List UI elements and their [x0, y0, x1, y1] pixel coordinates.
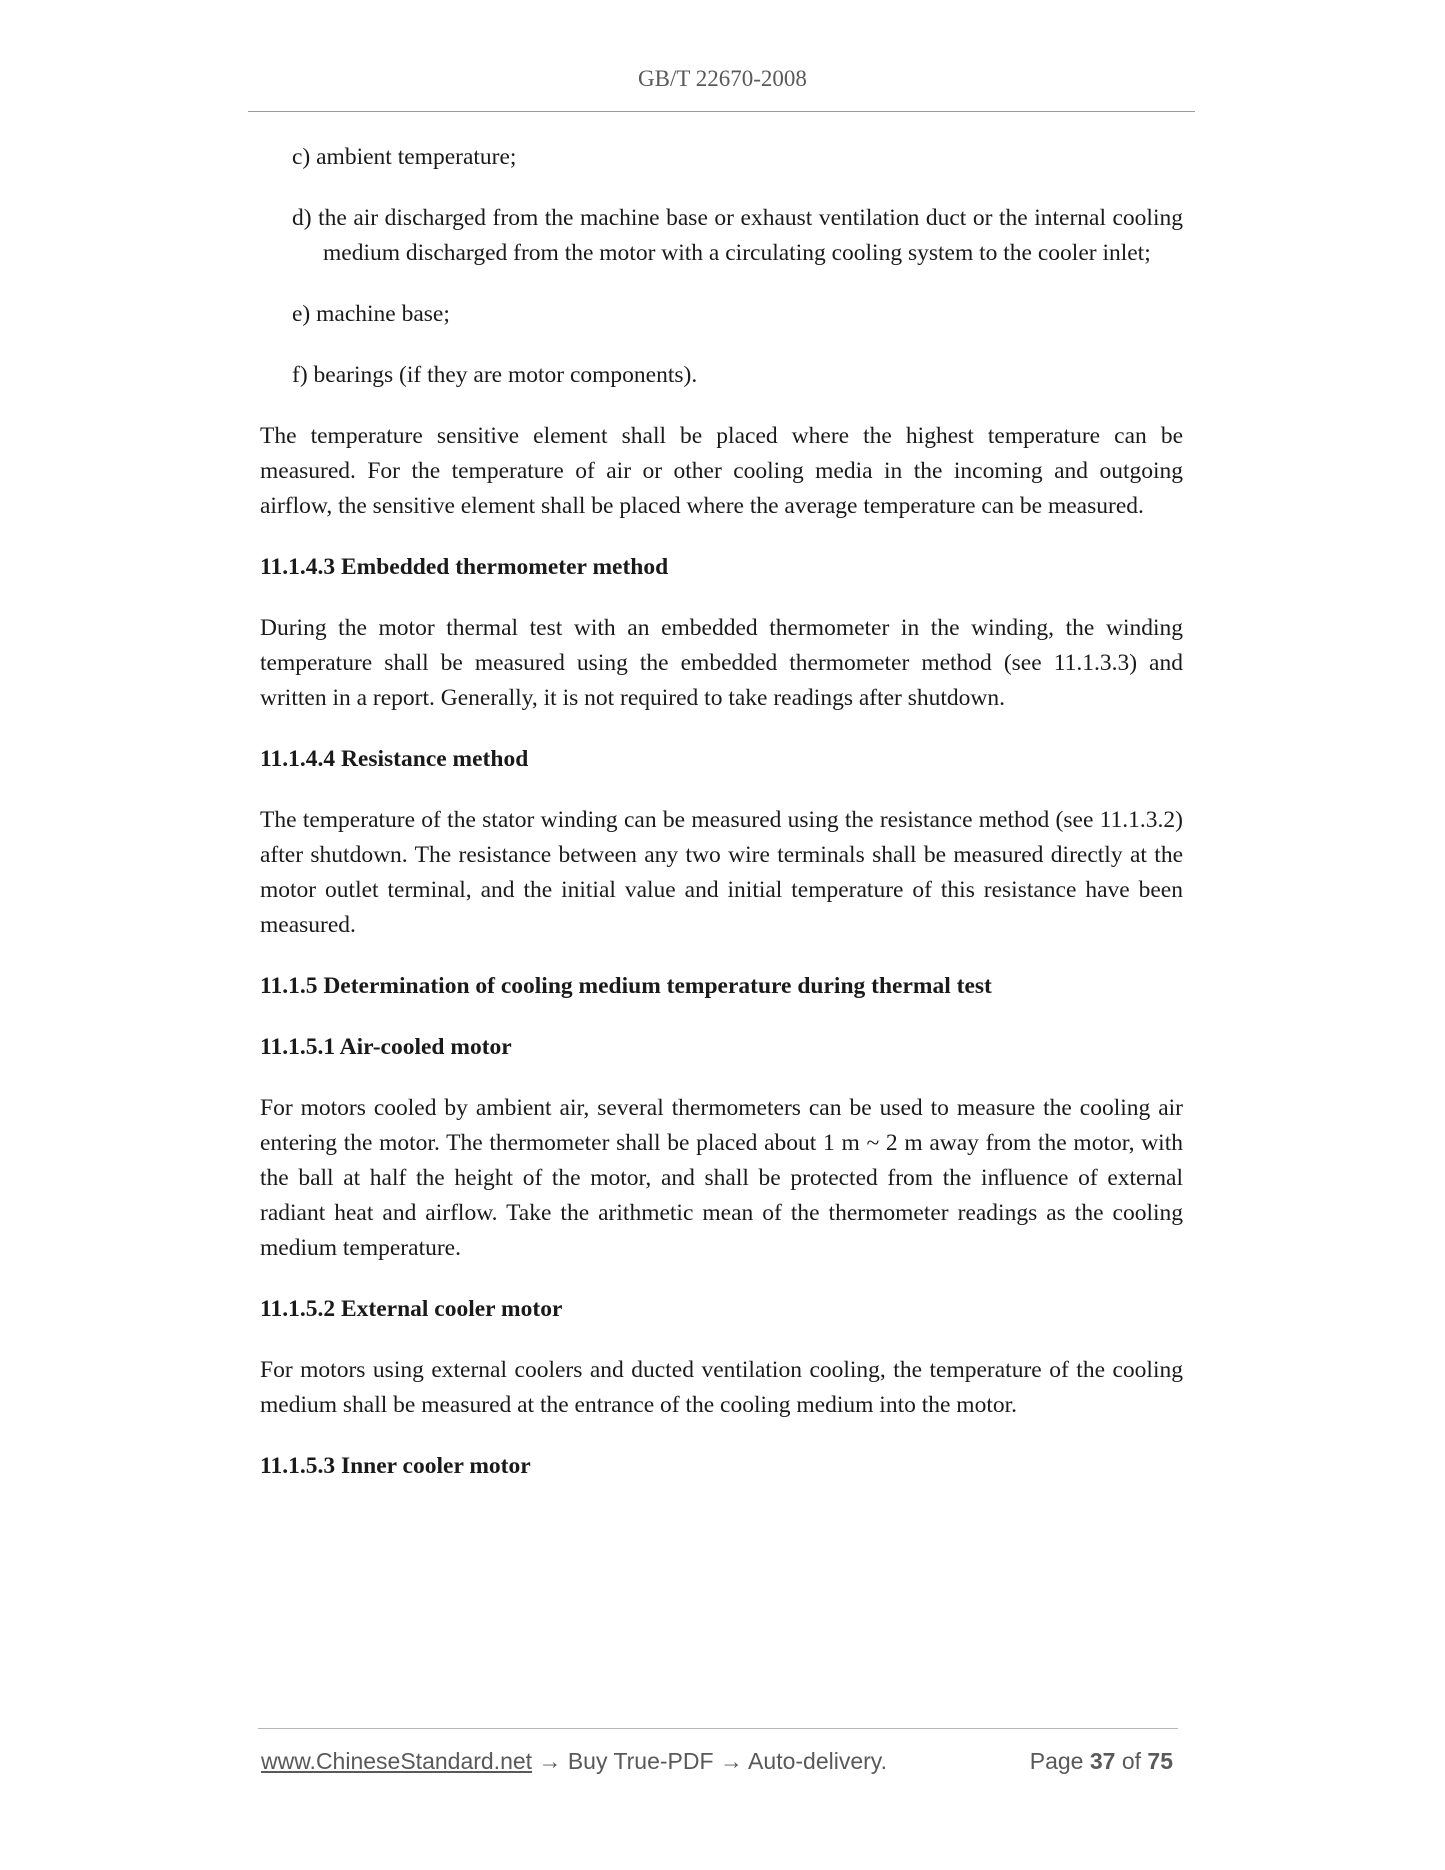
section-heading-11143: 11.1.4.3 Embedded thermometer method [260, 554, 669, 580]
header-divider [248, 111, 1195, 112]
paragraph-external-cooler: For motors using external coolers and ducted ventilation cooling, the temperature of the cooling medium shall be measured at the entrance of the cooling medium into the motor. [260, 1357, 1183, 1418]
list-item-f: f) bearings (if they are motor components). [292, 362, 698, 388]
page-number [1030, 1748, 1173, 1775]
page-of-label: of [1121, 1748, 1142, 1774]
promo-text: → Buy True-PDF → Auto-delivery. [532, 1748, 887, 1774]
list-item-c: c) ambient temperature; [292, 144, 517, 170]
section-heading-11151: 11.1.5.1 Air-cooled motor [260, 1034, 512, 1060]
paragraph-sensitive-element: The temperature sensitive element shall be placed where the highest temperature can be measured. For the temperature of air or other cooling media in the incoming and outgoing airflow, the sensitive element shall be placed where the average temperature can be measured. [260, 423, 1183, 519]
page-current: 37 [1089, 1748, 1116, 1774]
list-item-d: d) the air discharged from the machine base or exhaust ventilation duct or the internal cooling medium discharged from the motor with a circulating cooling system to the cooler inlet; [292, 205, 1183, 266]
page-footer [261, 1748, 1181, 1778]
paragraph-embedded-thermometer: During the motor thermal test with an embedded thermometer in the winding, the winding temperature shall be measured using the embedded thermometer method (see 11.1.3.3) and written in a report. Generally, it is not required to take readings after shutdown. [260, 615, 1183, 711]
section-heading-11153: 11.1.5.3 Inner cooler motor [260, 1453, 531, 1479]
document-body [260, 140, 1183, 1510]
section-heading-11144: 11.1.4.4 Resistance method [260, 746, 529, 772]
section-heading-11152: 11.1.5.2 External cooler motor [260, 1296, 563, 1322]
paragraph-air-cooled: For motors cooled by ambient air, several thermometers can be used to measure the cooling air entering the motor. The thermometer shall be placed about 1 m ~ 2 m away from the motor, with the ball at half the height of the motor, and shall be protected from the influence of external radiant heat and airflow. Take the arithmetic mean of the thermometer readings as the cooling medium temperature. [260, 1095, 1183, 1261]
footer-divider [258, 1728, 1178, 1729]
page-label: Page [1029, 1748, 1084, 1774]
page-total: 75 [1147, 1748, 1173, 1774]
document-id-header: GB/T 22670-2008 [638, 66, 807, 91]
paragraph-resistance-method: The temperature of the stator winding can be measured using the resistance method (see 11.1.3.2) after shutdown. The resistance between any two wire terminals shall be measured directly at the motor outlet terminal, and the initial value and initial temperature of this resistance have been measured. [260, 807, 1183, 938]
footer-promo [261, 1748, 887, 1775]
section-heading-1115: 11.1.5 Determination of cooling medium temperature during thermal test [260, 973, 992, 999]
site-link[interactable]: www.ChineseStandard.net [261, 1748, 533, 1774]
list-item-e: e) machine base; [292, 301, 450, 327]
